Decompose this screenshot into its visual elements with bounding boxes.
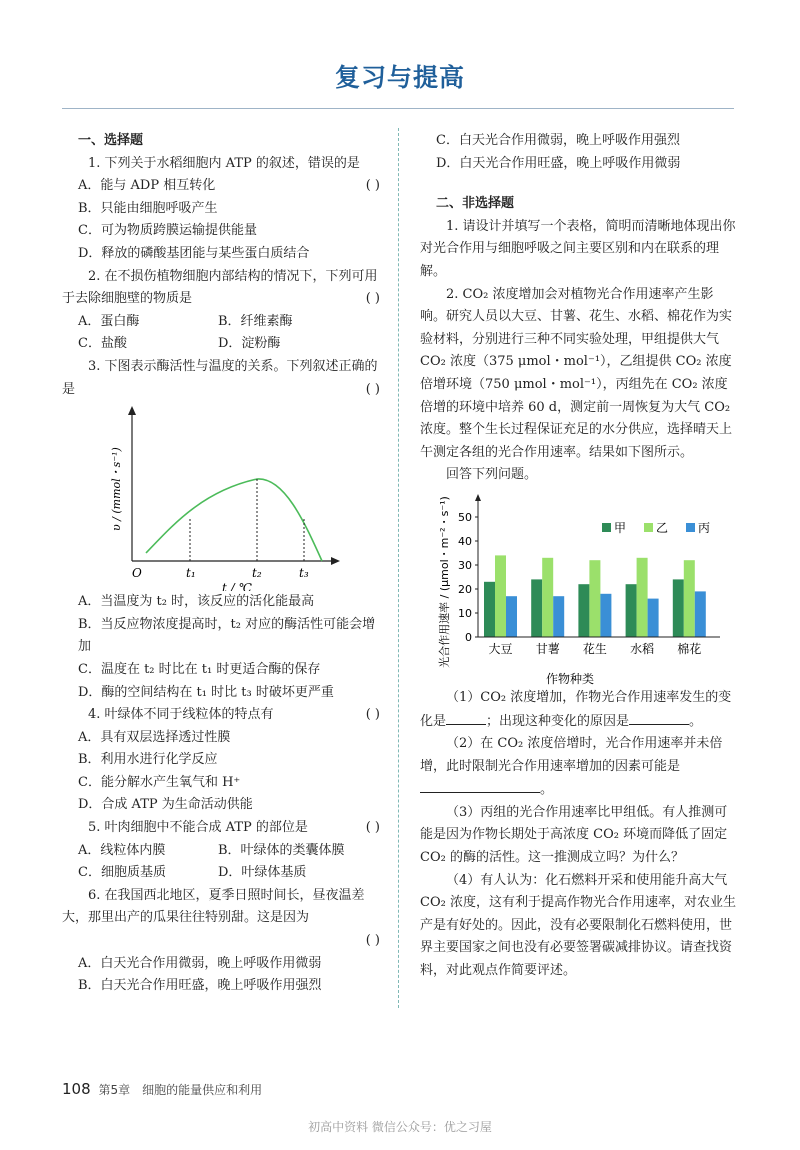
answer-blank [420, 778, 540, 793]
question-6: 6. 在我国西北地区，夏季日照时间长，昼夜温差大，那里出产的瓜果往往特别甜。这是因为 [62, 887, 365, 926]
chart-bar [553, 596, 564, 637]
question-5-text: 5. 叶肉细胞中不能合成 ATP 的部位是 [88, 820, 308, 836]
t2-label: t₂ [252, 566, 262, 581]
answer-blank [629, 710, 689, 725]
open-question-1: 1. 请设计并填写一个表格，简明而清晰地体现出你对光合作用与细胞呼吸之间主要区别和内在联系的理解。 [420, 218, 736, 279]
q5-option-a: A．线粒体内膜 [78, 842, 166, 858]
question-4-text: 4. 叶绿体不同于线粒体的特点有 [88, 707, 274, 723]
chart-y-tick-label: 50 [458, 510, 472, 524]
x-axis-label: t / ℃ [222, 581, 252, 592]
chart-bar [531, 579, 542, 637]
sub-question-3: （3）丙组的光合作用速率比甲组低。有人推测可能是因为作物长期处于高浓度 CO₂ 环境而降低了固定 CO₂ 的酶的活性。这一推测成立吗？为什么？ [420, 804, 728, 866]
chart-category-label: 水稻 [630, 641, 655, 656]
question-5 [62, 817, 380, 840]
chart-y-axis-label: 光合作用速率 / (μmol・m⁻²・s⁻¹) [438, 496, 451, 668]
q3-option-c: C．温度在 t₂ 时比在 t₁ 时更适合酶的保存 [78, 661, 321, 677]
q4-option-b: B．利用水进行化学反应 [78, 752, 218, 768]
chart-y-tick-label: 40 [458, 534, 472, 548]
bar-chart-svg [420, 487, 738, 687]
question-3-text: 3. 下图表示酶活性与温度的关系。下列叙述正确的是 [62, 358, 378, 397]
chart-category-label: 棉花 [677, 641, 702, 656]
q2-option-b: B．纤维素酶 [218, 313, 293, 329]
q2-options-row-1 [62, 311, 380, 334]
answer-paren: ( ) [365, 291, 380, 307]
chart-bar [495, 555, 506, 637]
q2-options-row-2 [62, 333, 380, 356]
y-axis-arrow [128, 406, 136, 415]
y-axis-label: υ / (mmol・s⁻¹) [110, 447, 123, 532]
q6-option-d: D．白天光合作用旺盛，晚上呼吸作用微弱 [436, 155, 681, 171]
answer-paren: ( ) [365, 178, 380, 194]
q1-option-c: C．可为物质跨膜运输提供能量 [78, 223, 257, 239]
answer-paren: ( ) [365, 820, 380, 836]
q2-option-c: C．盐酸 [78, 336, 127, 352]
chart-y-axis-arrow [475, 494, 481, 501]
enzyme-activity-curve [146, 479, 322, 561]
right-column [420, 130, 738, 983]
spacer [420, 175, 738, 193]
chart-bar [578, 584, 589, 637]
q4-option-c: C．能分解水产生氧气和 H⁺ [78, 774, 241, 790]
page-title: 复习与提高 [334, 63, 465, 92]
q1-option-b: B．只能由细胞呼吸产生 [78, 200, 218, 216]
chart-bar [542, 558, 553, 637]
q3-option-b: B．当反应物浓度提高时，t₂ 对应的酶活性可能会增加 [78, 616, 376, 655]
photosynthesis-bar-chart [420, 487, 738, 687]
chapter-title: 第5章 细胞的能量供应和利用 [98, 1083, 263, 1097]
question-4 [62, 704, 380, 727]
page-footer [62, 1080, 262, 1098]
enzyme-temperature-figure [62, 401, 380, 591]
enzyme-curve-svg [62, 401, 380, 591]
q5-option-c: C．细胞质基质 [78, 865, 166, 881]
question-3 [62, 356, 380, 401]
chart-bar [484, 582, 495, 637]
q3-option-d: D．酶的空间结构在 t₁ 时比 t₃ 时破坏更严重 [78, 684, 334, 700]
chart-x-axis-label: 作物种类 [545, 671, 595, 686]
q5-options-row-2 [62, 862, 380, 885]
q6-option-b: B．白天光合作用旺盛，晚上呼吸作用强烈 [78, 978, 322, 994]
q4-option-d: D．合成 ATP 为生命活动供能 [78, 797, 253, 813]
q6-option-c: C．白天光合作用微弱，晚上呼吸作用强烈 [436, 133, 680, 148]
chart-category-label: 花生 [582, 641, 607, 656]
sub-question-1: （1）CO₂ 浓度增加，作物光合作用速率发生的变化是 ；出现这种变化的原因是 。 [420, 689, 732, 729]
chart-bar [695, 591, 706, 637]
q5-option-b: B．叶绿体的类囊体膜 [218, 842, 345, 858]
question-1-text: 1. 下列关于水稻细胞内 ATP 的叙述，错误的是 [88, 155, 360, 171]
chart-y-tick-label: 0 [465, 630, 472, 644]
chart-bar [600, 594, 611, 637]
legend-swatch [644, 523, 653, 532]
section-open-heading: 二、非选择题 [436, 196, 515, 212]
q5-options-row-1 [62, 840, 380, 863]
chart-bar [684, 560, 695, 637]
chart-bar [648, 599, 659, 637]
chart-category-label: 大豆 [488, 641, 513, 656]
chart-bar [589, 560, 600, 637]
sub-question-1-text: （1）CO₂ 浓度增加，作物光合作用速率发生的变化是 [420, 689, 732, 729]
q4-option-a: A．具有双层选择透过性膜 [78, 729, 231, 745]
chart-y-tick-label: 10 [458, 606, 472, 620]
sub-question-2-text: （2）在 CO₂ 浓度倍增时，光合作用速率并未倍增，此时限制光合作用速率增加的因素可能是 [420, 736, 723, 774]
chart-bar [506, 596, 517, 637]
t3-label: t₃ [299, 566, 309, 581]
question-2-text: 2. 在不损伤植物细胞内部结构的情况下，下列可用于去除细胞壁的物质是 [62, 268, 378, 307]
legend-swatch [602, 523, 611, 532]
q6-option-a: A．白天光合作用微弱，晚上呼吸作用微弱 [78, 955, 322, 971]
answer-blank [446, 710, 486, 725]
answer-paren: ( ) [365, 707, 380, 723]
q2-option-a: A．蛋白酶 [78, 313, 140, 329]
q1-option-d: D．释放的磷酸基团能与某些蛋白质结合 [78, 245, 310, 261]
chart-category-label: 甘薯 [535, 641, 560, 656]
q6-paren-line [62, 930, 380, 953]
open-question-2-tail: 回答下列问题。 [446, 467, 538, 483]
chart-bar [673, 579, 684, 637]
q5-option-d: D．叶绿体基质 [218, 865, 307, 881]
legend-label: 丙 [698, 520, 711, 535]
q3-option-a: A．当温度为 t₂ 时，该反应的活化能最高 [78, 594, 315, 610]
sub-question-2: （2）在 CO₂ 浓度倍增时，光合作用速率并未倍增，此时限制光合作用速率增加的因素可能是。 [420, 736, 723, 798]
legend-label: 乙 [656, 520, 669, 535]
chart-y-tick-label: 20 [458, 582, 472, 596]
sub-question-1-mid: ；出现这种变化的原因是 [486, 713, 630, 729]
left-column [62, 130, 380, 998]
q2-option-d: D．淀粉酶 [218, 336, 281, 352]
chart-y-tick-label: 30 [458, 558, 472, 572]
chart-bar [626, 584, 637, 637]
watermark-text: 初高中资料 微信公众号：优之习屋 [308, 1120, 492, 1134]
open-question-2: 2. CO₂ 浓度增加会对植物光合作用速率产生影响。研究人员以大豆、甘薯、花生、水稻、棉花作为实验材料，分别进行三种不同实验处理，甲组提供大气 CO₂ 浓度（375 μmol・mol⁻¹），乙组提供 CO₂ 浓度倍增环境（750 μmol・mol⁻¹），丙组先在 CO₂ 浓度倍增的环境中培养 60 d，测定前一周恢复为大气 CO₂ 浓度。整个生长过程保证充足的水分供应，选择晴天上午测定各组的光合作用速率。结果如下图所示。 [420, 286, 733, 460]
t1-label: t₁ [186, 566, 196, 581]
legend-swatch [686, 523, 695, 532]
origin-label: O [132, 566, 142, 581]
sub-question-4: （4）有人认为：化石燃料开采和使用能升高大气 CO₂ 浓度，这有利于提高作物光合作用速率，对农业生产是有好处的。因此，没有必要限制化石燃料使用，世界主要国家之间也没有必要签署碳减排协议。请查找资料，对此观点作简要评述。 [420, 872, 736, 979]
x-axis-arrow [331, 557, 340, 565]
question-2 [62, 266, 380, 311]
column-divider [398, 128, 399, 1008]
chart-bar [637, 558, 648, 637]
answer-paren: ( ) [365, 933, 380, 949]
q1-option-a: A．能与 ADP 相互转化 [78, 178, 216, 194]
title-rule [62, 108, 734, 109]
page-number: 108 [62, 1080, 91, 1098]
answer-paren: ( ) [365, 381, 380, 397]
legend-label: 甲 [614, 520, 627, 535]
section-choice-heading: 一、选择题 [78, 133, 144, 148]
